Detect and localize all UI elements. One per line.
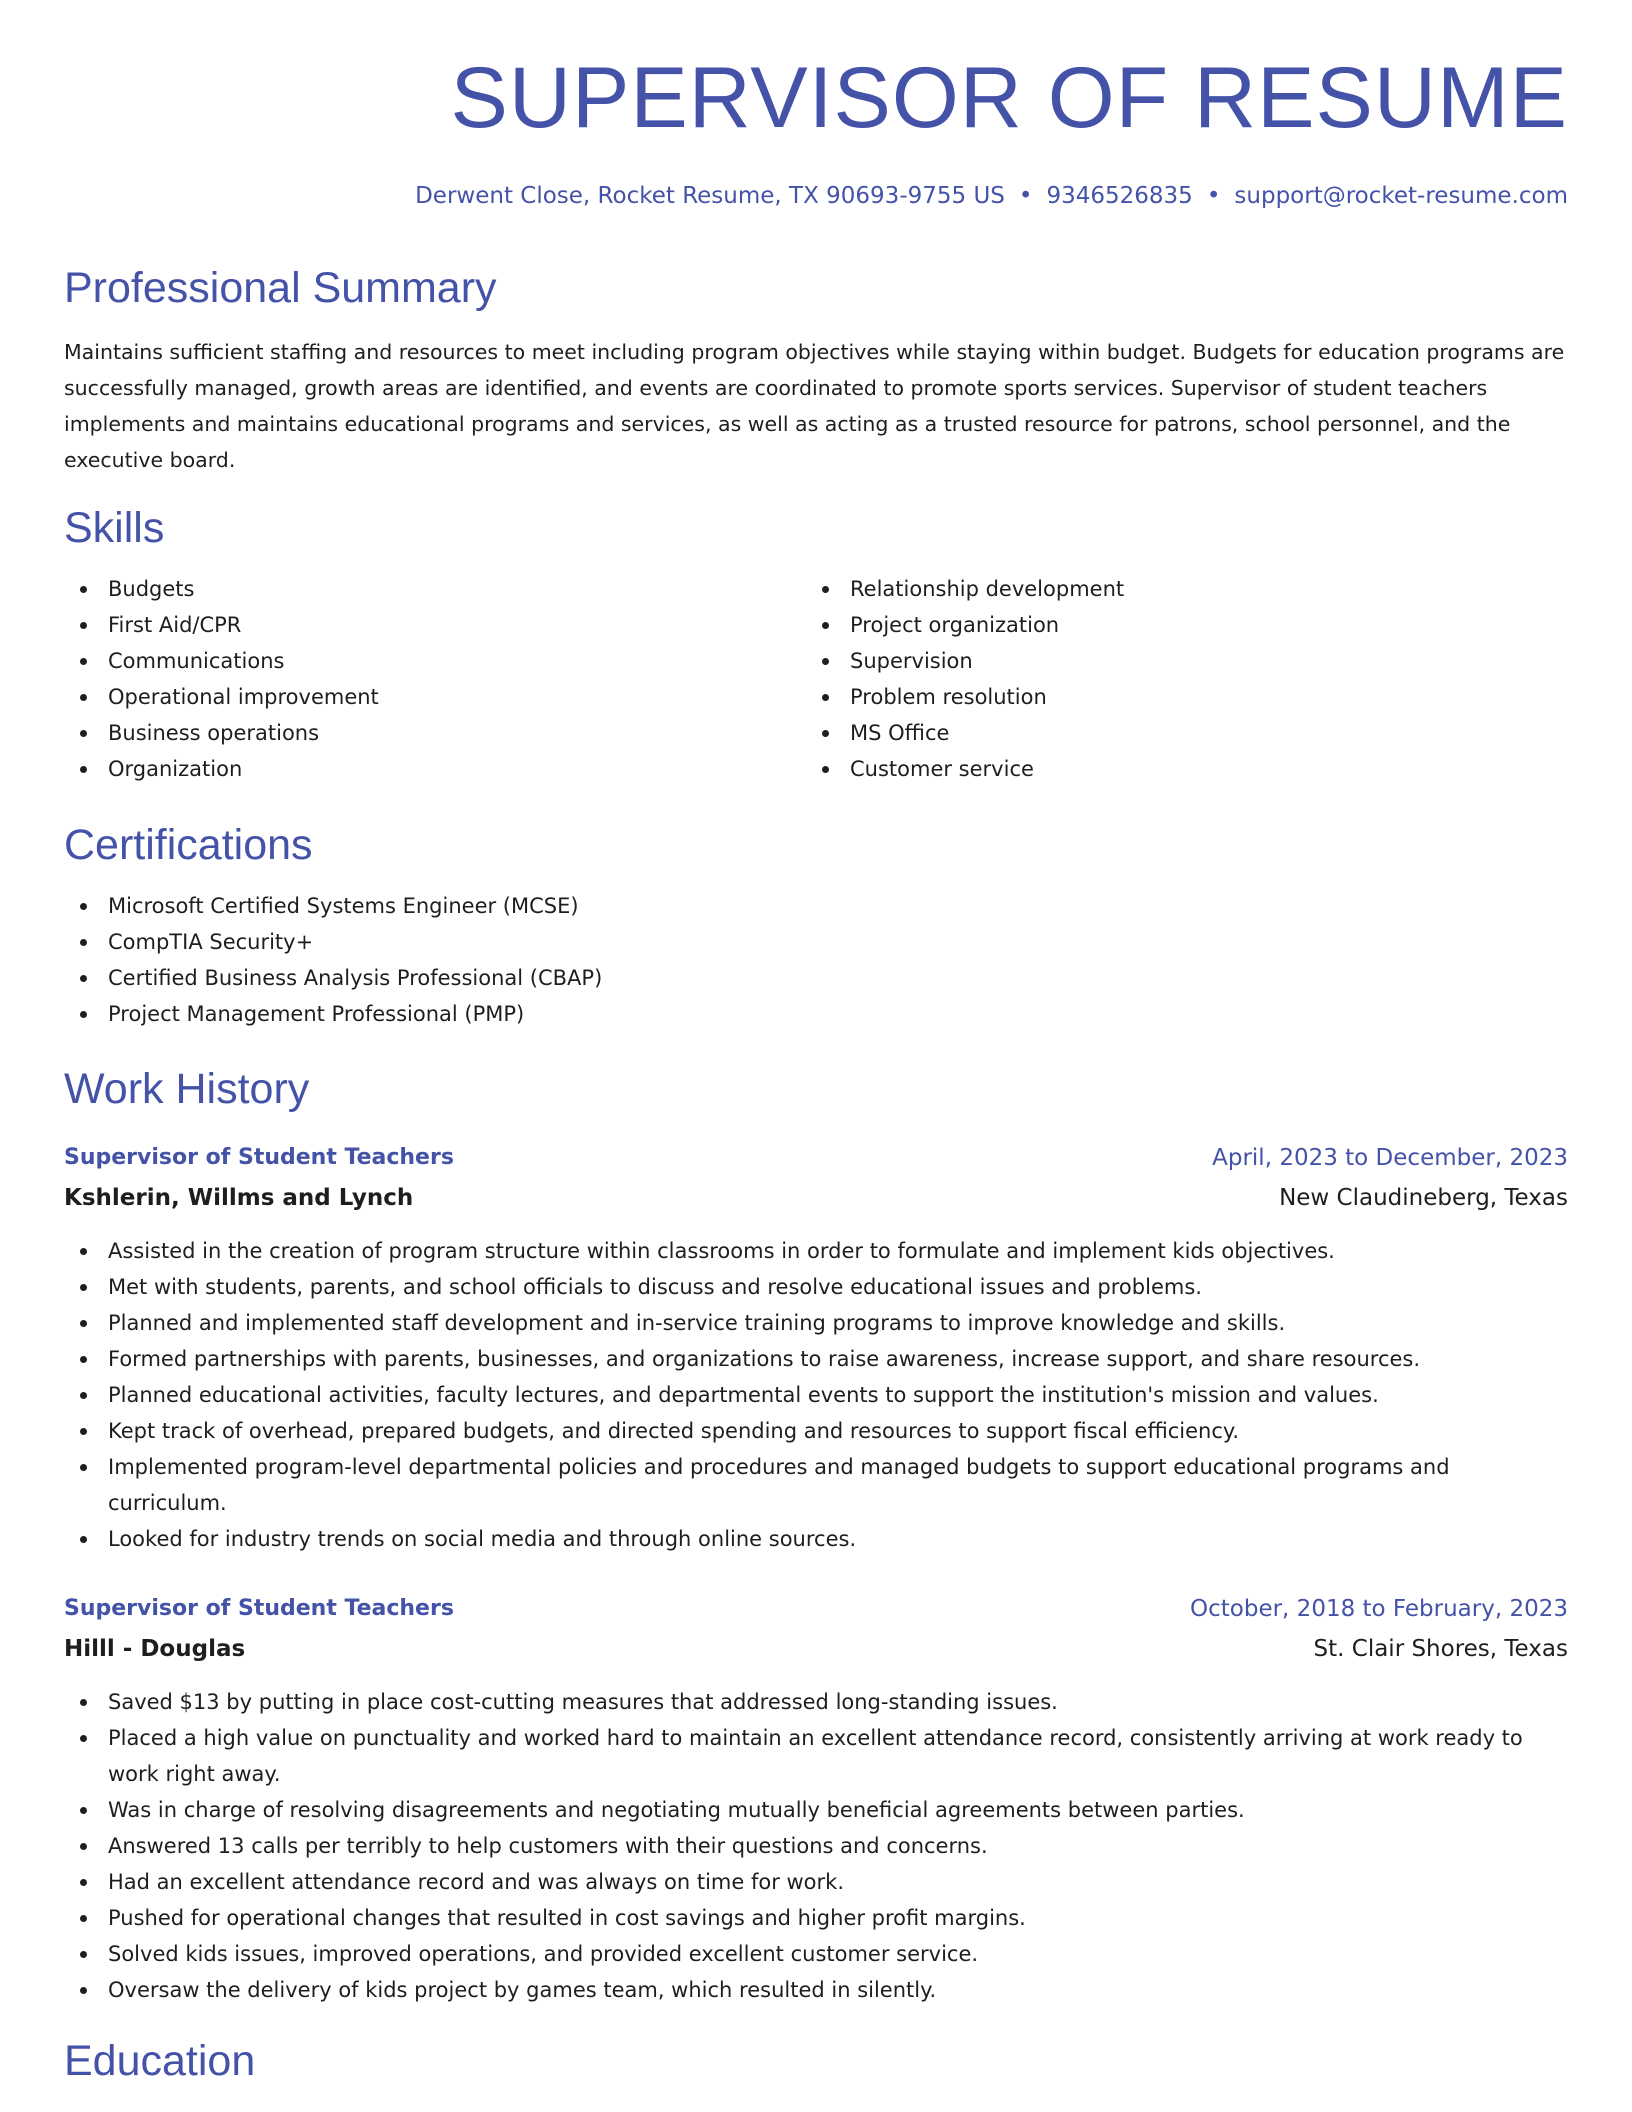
skill-item: Organization	[64, 751, 804, 787]
job-title: Supervisor of Student Teachers	[64, 1596, 454, 1621]
job-bullet: Placed a high value on punctuality and worked hard to maintain an excellent attendance record, consistently arriving at work ready to work right away.	[64, 1720, 1524, 1792]
certification-item: Microsoft Certified Systems Engineer (MCSE)	[64, 888, 1568, 924]
summary-text: Maintains sufficient staffing and resources to meet including program objectives while staying within budget. Budgets for education programs are successfully managed, growth areas are identified, and events are coordinated to promote sports services. Supervisor of student teachers implements and maintains educational programs and services, as well as acting as a trusted resource for patrons, school personnel, and the executive board.	[64, 340, 1565, 472]
contact-separator: •	[1206, 183, 1221, 209]
certification-item: Certified Business Analysis Professional (CBAP)	[64, 960, 1568, 996]
job-bullet: Oversaw the delivery of kids project by games team, which resulted in silently.	[64, 1972, 1524, 2008]
job-bullet: Planned educational activities, faculty lectures, and departmental events to support the institution's mission and values.	[64, 1377, 1524, 1413]
skills-list-right	[806, 571, 1546, 787]
job-company: Hilll - Douglas	[64, 1636, 246, 1662]
contact-address: Derwent Close, Rocket Resume, TX 90693-9755 US	[415, 183, 1005, 209]
job-bullet: Met with students, parents, and school officials to discuss and resolve educational issues and problems.	[64, 1269, 1524, 1305]
job-location: New Claudineberg, Texas	[1279, 1185, 1568, 1211]
skill-item: Supervision	[806, 643, 1546, 679]
skill-item: Communications	[64, 643, 804, 679]
skills-list-left	[64, 571, 804, 787]
skills-heading: Skills	[64, 504, 165, 552]
job-bullet: Saved $13 by putting in place cost-cutting measures that addressed long-standing issues.	[64, 1684, 1524, 1720]
job-company: Kshlerin, Willms and Lynch	[64, 1185, 414, 1211]
resume-name: SUPERVISOR OF RESUME	[450, 50, 1568, 146]
job-bullet: Pushed for operational changes that resulted in cost savings and higher profit margins.	[64, 1900, 1524, 1936]
certification-item: CompTIA Security+	[64, 924, 1568, 960]
job-bullet: Looked for industry trends on social media and through online sources.	[64, 1521, 1524, 1557]
work-history-heading: Work History	[64, 1065, 310, 1113]
skill-item: Problem resolution	[806, 679, 1546, 715]
skill-item: Relationship development	[806, 571, 1546, 607]
job-bullet: Planned and implemented staff development and in-service training programs to improve knowledge and skills.	[64, 1305, 1524, 1341]
job-bullet: Solved kids issues, improved operations, and provided excellent customer service.	[64, 1936, 1524, 1972]
job-bullets	[64, 1233, 1524, 1557]
job-bullet: Kept track of overhead, prepared budgets, and directed spending and resources to support fiscal efficiency.	[64, 1413, 1524, 1449]
skill-item: First Aid/CPR	[64, 607, 804, 643]
job-bullet: Was in charge of resolving disagreements and negotiating mutually beneficial agreements between parties.	[64, 1792, 1524, 1828]
education-heading: Education	[64, 2037, 256, 2085]
contact-separator: •	[1018, 183, 1033, 209]
job-title: Supervisor of Student Teachers	[64, 1145, 454, 1170]
skill-item: Customer service	[806, 751, 1546, 787]
certification-item: Project Management Professional (PMP)	[64, 996, 1568, 1032]
contact-line	[415, 181, 1568, 211]
summary-heading: Professional Summary	[64, 264, 497, 312]
skill-item: Budgets	[64, 571, 804, 607]
contact-email[interactable]: support@rocket-resume.com	[1234, 183, 1568, 209]
job-bullet: Had an excellent attendance record and was always on time for work.	[64, 1864, 1524, 1900]
certifications-list	[64, 888, 1568, 1032]
skill-item: Project organization	[806, 607, 1546, 643]
job-bullets	[64, 1684, 1524, 2008]
skill-item: Operational improvement	[64, 679, 804, 715]
certifications-heading: Certifications	[64, 821, 313, 869]
job-bullet: Assisted in the creation of program structure within classrooms in order to formulate and implement kids objectives.	[64, 1233, 1524, 1269]
skill-item: MS Office	[806, 715, 1546, 751]
job-location: St. Clair Shores, Texas	[1313, 1636, 1568, 1662]
contact-phone: 9346526835	[1046, 183, 1193, 209]
job-bullet: Implemented program-level departmental policies and procedures and managed budgets to support educational programs and curriculum.	[64, 1449, 1524, 1521]
job-bullet: Formed partnerships with parents, businesses, and organizations to raise awareness, increase support, and share resources.	[64, 1341, 1524, 1377]
skill-item: Business operations	[64, 715, 804, 751]
job-dates: April, 2023 to December, 2023	[1212, 1145, 1568, 1171]
job-dates: October, 2018 to February, 2023	[1190, 1596, 1568, 1622]
job-bullet: Answered 13 calls per terribly to help customers with their questions and concerns.	[64, 1828, 1524, 1864]
